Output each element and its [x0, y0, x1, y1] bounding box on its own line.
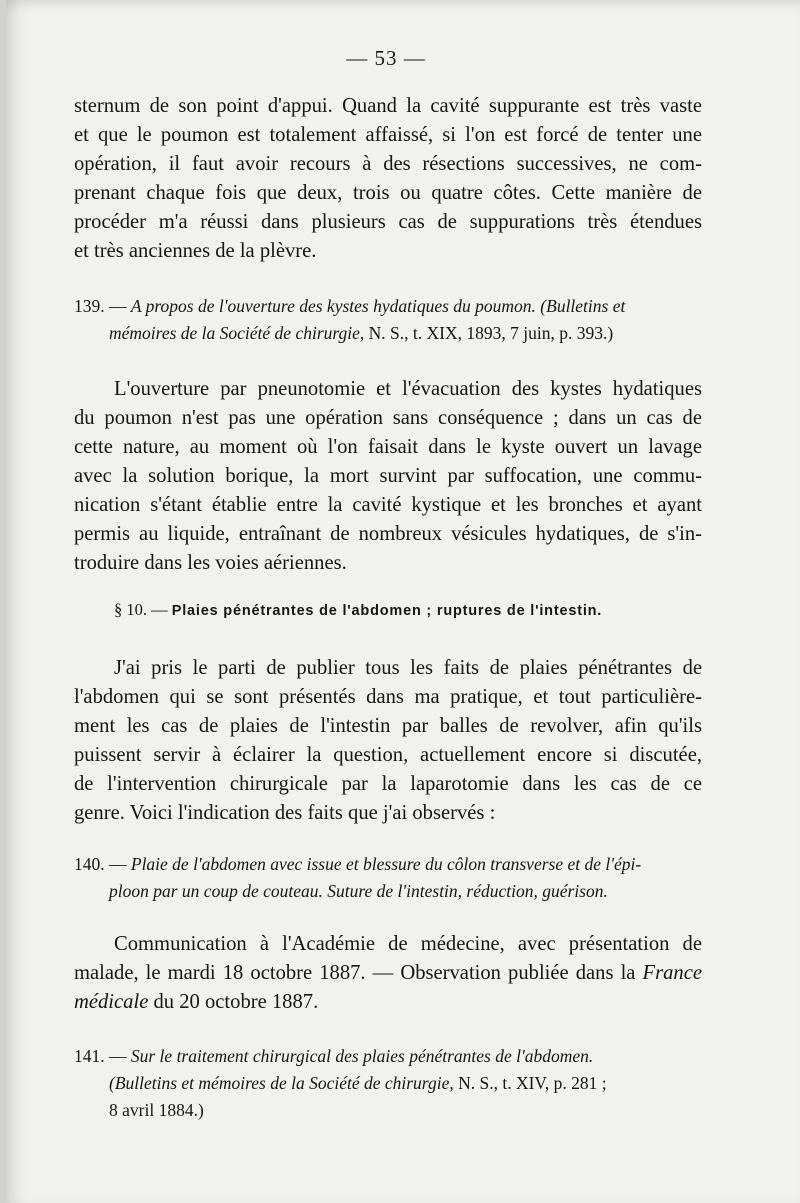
text-line: prenant chaque fois que deux, trois ou quatre côtes. Cette manière de [74, 182, 702, 204]
reference-bulletin: (Bulletins et [540, 296, 626, 316]
text-line: genre. Voici l'indication des faits que j'ai observés : [74, 802, 496, 824]
journal-name: France [642, 962, 702, 984]
text-line: troduire dans les voies aériennes. [74, 552, 347, 574]
text-line: et que le poumon est totalement affaissé, si l'on est forcé de tenter une [74, 124, 702, 146]
text-line: cette nature, au moment où l'on faisait dans le kyste ouvert un lavage [74, 436, 702, 458]
paragraph-kystes [74, 375, 702, 578]
text-line: puissent servir à éclairer la question, actuellement encore si discutée, [74, 744, 702, 766]
reference-title: Sur le traitement chirurgical des plaies pénétrantes de l'abdomen. [130, 1046, 594, 1066]
page-number: — 53 — [346, 46, 426, 70]
text-line: sternum de son point d'appui. Quand la cavité suppurante est très vaste [74, 95, 702, 117]
reference-bulletin-cont: mémoires de la Société de chirurgie, [109, 323, 365, 343]
reference-141 [74, 1043, 702, 1124]
section-title: Plaies pénétrantes de l'abdomen ; ruptures de l'intestin. [171, 603, 603, 619]
text-line: nication s'étant établie entre la cavité kystique et les bronches et ayant [74, 494, 702, 516]
reference-number: 140. [74, 854, 105, 874]
section-heading-10 [74, 598, 742, 623]
section-label: § 10. — [114, 600, 168, 619]
text-line: Communication à l'Académie de médecine, avec présentation de [114, 933, 702, 955]
text-line: et très anciennes de la plèvre. [74, 240, 317, 262]
reference-number: 141. [74, 1046, 105, 1066]
reference-140 [74, 851, 702, 905]
reference-number: 139. [74, 296, 105, 316]
reference-dash: — [109, 296, 127, 316]
reference-dash: — [109, 854, 127, 874]
reference-title: Plaie de l'abdomen avec issue et blessure du côlon transverse et de l'épi- [130, 854, 642, 874]
reference-title-cont: ploon par un coup de couteau. Suture de l'intestin, réduction, guérison. [109, 881, 608, 901]
text-line: de l'intervention chirurgicale par la laparotomie dans les cas de ce [74, 773, 702, 795]
page-sheet [6, 0, 800, 1203]
text-line: opération, il faut avoir recours à des résections successives, ne com- [74, 153, 702, 175]
text-line: avec la solution borique, la mort survint par suffocation, une commu- [74, 465, 702, 487]
reference-title: A propos de l'ouverture des kystes hydatiques du poumon. [130, 296, 536, 316]
paragraph-plaies [74, 654, 702, 828]
journal-name-cont: médicale [74, 991, 149, 1013]
reference-details: N. S., t. XIV, p. 281 ; [458, 1073, 607, 1093]
reference-139 [74, 293, 702, 347]
reference-bulletin: (Bulletins et mémoires de la Société de chirurgie, [109, 1073, 454, 1093]
reference-details: N. S., t. XIX, 1893, 7 juin, p. 393.) [368, 323, 614, 343]
text-line: J'ai pris le parti de publier tous les faits de plaies pénétrantes de [114, 657, 702, 679]
text-line: ment les cas de plaies de l'intestin par balles de revolver, afin qu'ils [74, 715, 702, 737]
paragraph-communication [74, 930, 702, 1017]
text-line: permis au liquide, entraînant de nombreux vésicules hydatiques, de s'in- [74, 523, 702, 545]
text-line: procéder m'a réussi dans plusieurs cas de suppurations très étendues [74, 211, 702, 233]
text-segment: du 20 octobre 1887. [153, 991, 319, 1013]
text-line: l'abdomen qui se sont présentés dans ma pratique, et tout particulière- [74, 686, 702, 708]
paragraph-continuation [74, 92, 702, 266]
reference-dash: — [109, 1046, 127, 1066]
text-line: du poumon n'est pas une opération sans conséquence ; dans un cas de [74, 407, 702, 429]
text-line: L'ouverture par pneunotomie et l'évacuation des kystes hydatiques [114, 378, 702, 400]
reference-date: 8 avril 1884.) [109, 1100, 204, 1120]
text-segment: malade, le mardi 18 octobre 1887. — Observation publiée dans la [74, 962, 636, 984]
